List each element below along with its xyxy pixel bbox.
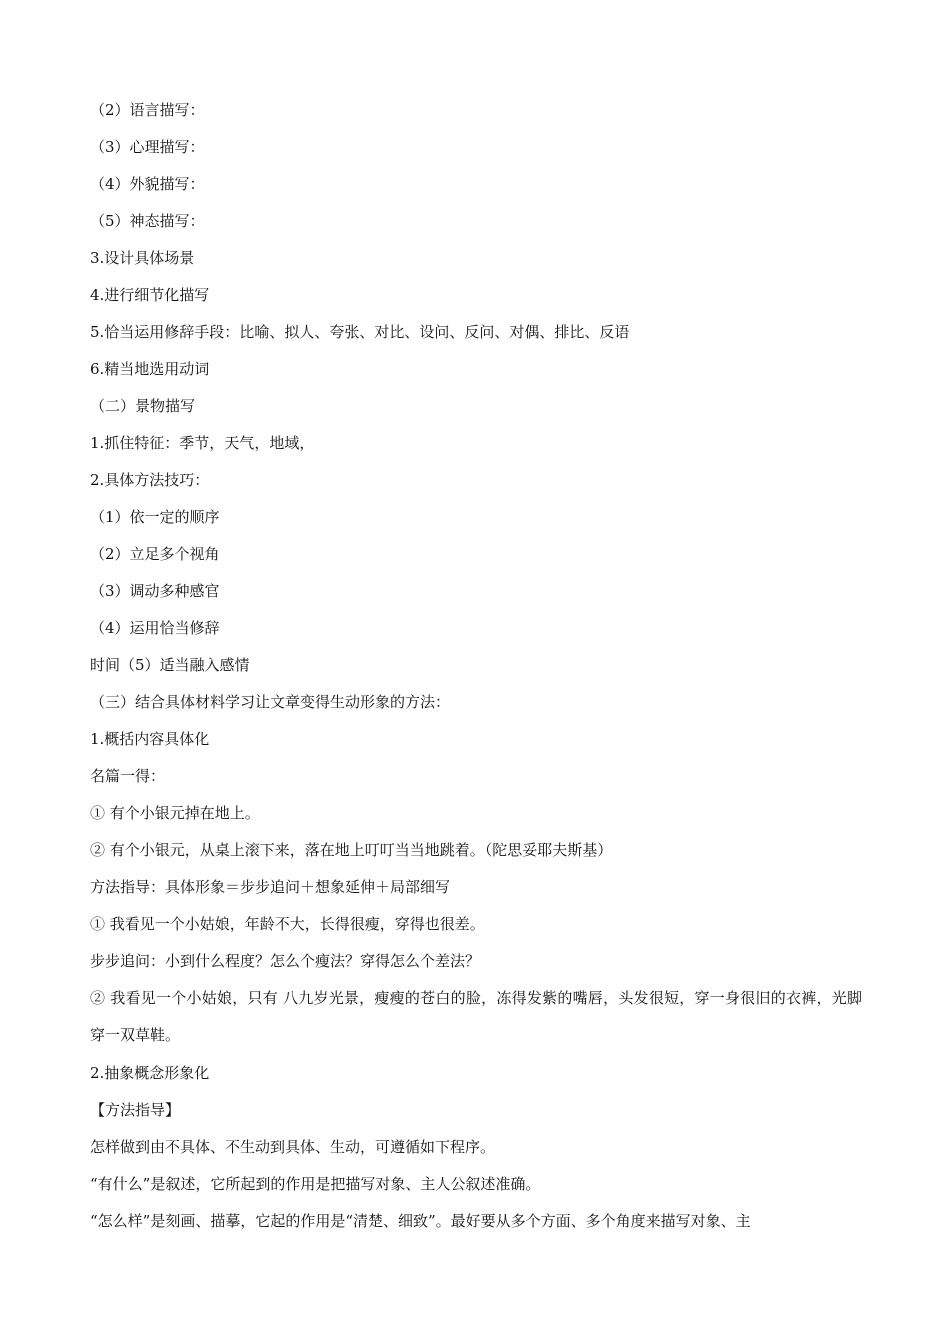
section-heading: （三）结合具体材料学习让文章变得生动形象的方法：: [90, 693, 451, 711]
text-line: 【方法指导】: [90, 1101, 181, 1119]
text-line: （3）调动多种感官: [90, 582, 220, 600]
text-line: （1）依一定的顺序: [90, 508, 220, 526]
text-line: 4.进行细节化描写: [90, 286, 210, 304]
text-line: ① 我看见一个小姑娘，年龄不大，长得很瘦，穿得也很差。: [90, 915, 485, 933]
text-line: “怎么样”是刻画、描摹，它起的作用是“清楚、细致”。最好要从多个方面、多个角度来描写对象、主: [90, 1212, 751, 1230]
text-line: ② 有个小银元，从桌上滚下来，落在地上叮叮当当地跳着。（陀思妥耶夫斯基）: [90, 841, 613, 859]
text-line: 怎样做到由不具体、不生动到具体、生动，可遵循如下程序。: [90, 1138, 496, 1156]
section-heading: （二）景物描写: [90, 397, 196, 415]
text-line: 1.概括内容具体化: [90, 730, 210, 748]
text-line: （3）心理描写：: [90, 138, 205, 156]
text-line: 时间（5）适当融入感情: [90, 656, 250, 674]
text-line: 名篇一得：: [90, 767, 166, 785]
text-line: 1.抓住特征：季节，天气，地域，: [90, 434, 315, 452]
text-line: ① 有个小银元掉在地上。: [90, 804, 260, 822]
text-line: “有什么”是叙述，它所起到的作用是把描写对象、主人公叙述准确。: [90, 1175, 541, 1193]
text-line: （5）神态描写：: [90, 212, 205, 230]
text-line: （2）立足多个视角: [90, 545, 220, 563]
document-body: [90, 98, 862, 1246]
text-line: 3.设计具体场景: [90, 249, 195, 267]
text-line: （4）运用恰当修辞: [90, 619, 220, 637]
text-line: 5.恰当运用修辞手段：比喻、拟人、夸张、对比、设问、反问、对偶、排比、反语: [90, 323, 630, 341]
text-line: （4）外貌描写：: [90, 175, 205, 193]
text-line: 2.具体方法技巧：: [90, 471, 210, 489]
text-line: 2.抽象概念形象化: [90, 1064, 210, 1082]
text-line: 步步追问：小到什么程度？怎么个瘦法？穿得怎么个差法？: [90, 952, 481, 970]
text-line: （2）语言描写：: [90, 101, 205, 119]
text-paragraph: ② 我看见一个小姑娘，只有 八九岁光景，瘦瘦的苍白的脸，冻得发紫的嘴唇，头发很短，穿一身很旧的衣裤，光脚穿一双草鞋。: [90, 989, 862, 1044]
text-line: 6.精当地选用动词: [90, 360, 210, 378]
text-line: 方法指导：具体形象＝步步追问＋想象延伸＋局部细写: [90, 878, 451, 896]
